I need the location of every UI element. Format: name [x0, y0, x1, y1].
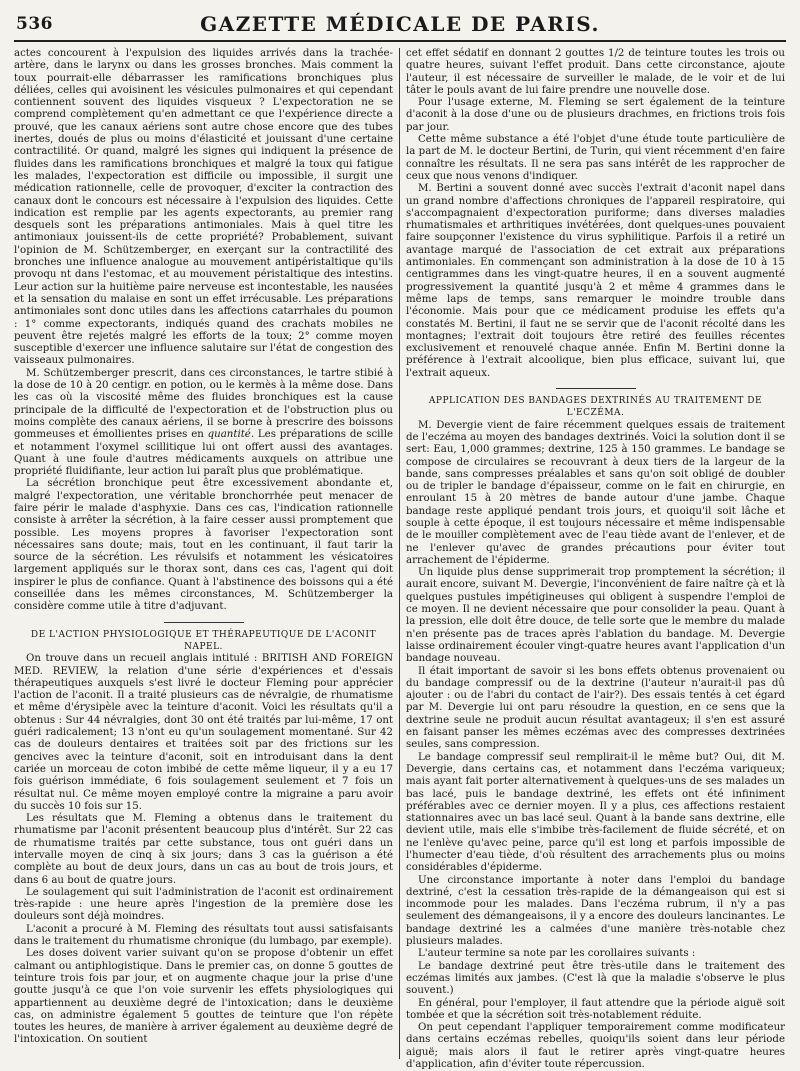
paragraph: Il était important de savoir si les bons effets obtenus provenaient ou du bandage compressif ou de la dextrine (l'auteur n'aurait-il pas dû ajouter : ou de l'abri du contact de l'air?). Des essais tentés à cet égard par M. Devergie lui ont paru résoudre la question, en ce sens que la dextrine seule ne produit aucun résultat avantageux; il s'en est assuré en faisant panser les mêmes eczémas avec des compresses dextrinées seules, sans compression.: [406, 665, 785, 751]
paragraph: Le bandage dextriné peut être très-utile dans le traitement des eczémas limités aux jambes. (C'est là que la maladie s'observe le plus souvent.): [406, 960, 785, 997]
paragraph: M. Devergie vient de faire récemment quelques essais de traitement de l'eczéma au moyen des bandages dextrinés. Voici la solution dont il se sert: Eau, 1,000 grammes; dextrine, 125 à 150 grammes. Le bandage se compose de circulaires se recouvrant à deux tiers de la largeur de la bande, sans compresses préalables et sans qu'on soit obligé de doubler ou de tripler le bandage d'épaisseur, comme on le fait en chirurgie, en enroulant 15 à 20 mètres de bande autour d'une jambe. Chaque bandage reste appliqué pendant trois jours, et quoiqu'il soit lâche et souple à cette époque, il est toujours nécessaire et même indispensable de le mouiller complètement avec de l'eau tiède avant de l'enlever, et de ne l'enlever qu'avec de grandes précautions pour éviter tout arrachement de l'épiderme.: [406, 419, 785, 566]
paragraph: M. Schützemberger prescrit, dans ces circonstances, le tartre stibié à la dose de 10 à 20 centigr. en potion, ou le kermès à la même dose. Dans les cas où la viscosité même des fluides bronchiques est la cause principale de la difficulté de l'expectoration et de l'obstruction plus ou moins complète des canaux aériens, il se borne à prescrire des boissons gommeuses et émollientes prises en quantité. Les préparations de scille et notamment l'oxymel scillitique lui ont offert aussi des avantages. Quant à une foule d'autres médicaments auxquels on attribue une propriété fluidifiante, leur action lui paraît plus que problématique.: [14, 367, 393, 478]
paragraph: Le bandage compressif seul remplirait-il le même but? Oui, dit M. Devergie, dans certains cas, et notamment dans l'eczéma variqueux; mais ayant fait porter alternativement à quelques-uns de ses malades un bas lacé, puis le bandage dextriné, les effets ont été infiniment préférables avec ce dernier moyen. Il y a plus, ces affections restaient stationnaires avec un bas lacé seul. Quant à la bande sans dextrine, elle devient utile, mais elle s'imbibe très-facilement de fluide sécrété, et on ne l'enlève qu'avec peine, parce qu'il est long et parfois impossible de l'humecter d'eau tiède, d'où résultent des arrachements plus ou moins considérables d'épiderme.: [406, 751, 785, 874]
journal-title: GAZETTE MÉDICALE DE PARIS.: [200, 12, 600, 36]
paragraph: Cette même substance a été l'objet d'une étude toute particulière de la part de M. le docteur Bertini, de Turin, qui vient récemment d'en faire connaître les résultats. Il ne sera pas sans intérêt de les rapprocher de ceux que nous venons d'indiquer.: [406, 134, 785, 182]
emphasis: quantité: [207, 429, 251, 441]
paragraph: Les doses doivent varier suivant qu'on se propose d'obtenir un effet calmant ou antiphlogistique. Dans le premier cas, on donne 5 gouttes de teinture trois fois par jour, et on augmente chaque jour la prise d'une goutte jusqu'à ce que l'on voie survenir les effets physiologiques qui appartiennent au deuxième degré de l'intoxication; dans le deuxième cas, on administre également 5 gouttes de teinture que l'on répète toutes les heures, de manière à arriver également au deuxième degré de l'intoxication. On soutient: [14, 948, 393, 1046]
paragraph: M. Bertini a souvent donné avec succès l'extrait d'aconit napel dans un grand nombre d'affections chroniques de l'appareil respiratoire, qui s'accompagnaient d'expectoration puriforme; dans diverses maladies rhumatismales et arthritiques invétérées, dont quelques-unes pouvaient faire soupçonner l'existence du virus syphilitique. Parfois il a retiré un avantage marqué de l'association de cet extrait aux préparations antimoniales. En commençant son administration à la dose de 10 à 15 centigrammes dans les vingt-quatre heures, il en a souvent augmenté progressivement la quantité jusqu'à 2 et même 4 grammes dans le même laps de temps, sans remarquer le moindre trouble dans l'économie. Mais pour que ce médicament produise les effets qu'a constatés M. Bertini, il faut ne se servir que de l'aconit récolté dans les montagnes; l'extrait doit toujours être retiré des feuilles récentes exclusivement et renouvelé chaque année. Enfin M. Bertini donne la préférence à l'extrait alcoolique, bien plus efficace, suivant lui, que l'extrait aqueux.: [406, 183, 785, 379]
left-column: [14, 48, 399, 1059]
page-header: [14, 8, 786, 42]
paragraph: cet effet sédatif en donnant 2 gouttes 1/2 de teinture toutes les trois ou quatre heures, suivant l'effet produit. Dans cette circonstance, ajoute l'auteur, il est nécessaire de surveiller le malade, de le voir et de lui tâter le pouls avant de lui faire prendre une nouvelle dose.: [406, 48, 785, 96]
paragraph: On peut cependant l'appliquer temporairement comme modificateur dans certains eczémas rebelles, quoiqu'ils soient dans leur période aiguë; mais alors il faut le retirer après vingt-quatre heures d'application, afin d'éviter toute répercussion.: [406, 1022, 785, 1071]
article-columns: [14, 48, 786, 1071]
paragraph: L'aconit a procuré à M. Fleming des résultats tout aussi satisfaisants dans le traitement du rhumatisme chronique (du lumbago, par exemple).: [14, 923, 393, 948]
paragraph: actes concourent à l'expulsion des liquides arrivés dans la trachée-artère, dans le larynx ou dans les grosses bronches. Mais comment la toux pourrait-elle débarrasser les ramifications bronchiques plus déliées, celles qui avoisinent les vésicules pulmonaires et qui cependant contiennent souvent des liquides visqueux ? L'expectoration ne se comprend complètement qu'en admettant ce que l'expérience directe a prouvé, que les canaux aériens sont autre chose encore que des tubes inertes, doués de plus ou moins d'élasticité et jouissant d'une certaine contractilité. Or quand, malgré les signes qui indiquent la présence de fluides dans les ramifications bronchiques et malgré la toux qui fatigue les malades, l'expectoration est difficile ou impossible, il surgit une médication rationnelle, celle de provoquer, d'exciter la contraction des canaux dont le concours est nécessaire à l'expulsion des liquides. Cette indication est remplie par les agents expectorants, au premier rang desquels sont les préparations antimoniales. Mais à quel titre les antimoniaux jouissent-ils de cette propriété? Probablement, suivant l'opinion de M. Schützemberger, en exerçant sur la contractilité des bronches une influence analogue au mouvement antipéristaltique qu'ils provoqu nt dans l'estomac, et au mouvement péristaltique des intestins. Leur action sur la huitième paire nerveuse est incontestable, les nausées et la sensation du malaise en sont un effet irrécusable. Les préparations antimoniales sont donc utiles dans les affections catarrhales du poumon : 1° comme expectorants, indiqués quand des crachats mobiles ne peuvent être rejetés malgré les efforts de la toux; 2° comme moyen susceptible d'exercer une influence salutaire sur l'état de congestion des vaisseaux pulmonaires.: [14, 48, 393, 367]
paragraph: Les résultats que M. Fleming a obtenus dans le traitement du rhumatisme par l'aconit présentent beaucoup plus d'intérêt. Sur 22 cas de rhumatisme traités par cette substance, tous ont guéri dans un intervalle moyen de cinq à six jours; dans 3 cas la guérison a été complète au bout de deux jours, dans un cas au bout de trois jours, et dans 6 au bout de quatre jours.: [14, 813, 393, 886]
paragraph: L'auteur termine sa note par les corollaires suivants :: [418, 948, 696, 960]
paragraph: En général, pour l'employer, il faut attendre que la période aiguë soit tombée et que la sécrétion soit très-notablement réduite.: [406, 997, 785, 1021]
section-divider: [164, 622, 244, 623]
section-title: DE L'ACTION PHYSIOLOGIQUE ET THÉRAPEUTIQUE DE L'ACONIT NAPEL.: [30, 629, 377, 652]
paragraph: Le soulagement qui suit l'administration de l'aconit est ordinairement très-rapide : une heure après l'ingestion de la première dose les douleurs sont déjà moindres.: [14, 886, 393, 923]
paragraph: Un liquide plus dense supprimerait trop promptement la sécrétion; il aurait encore, suivant M. Devergie, l'inconvénient de faire naître çà et là quelques pustules impétigineuses qui obligent à suspendre l'emploi de ce moyen. Il ne devient nécessaire que pour consolider la peau. Quant à la pression, elle doit être douce, de telle sorte que le membre du malade n'en présente pas de traces après l'ablation du bandage. M. Devergie laisse ordinairement écouler vingt-quatre heures avant l'application d'un bandage nouveau.: [406, 567, 785, 665]
paragraph: La sécrétion bronchique peut être excessivement abondante et, malgré l'expectoration, une véritable bronchorrhée peut menacer de faire périr le malade d'asphyxie. Dans ces cas, l'indication rationnelle consiste à arrêter la sécrétion, à la faire cesser aussi promptement que possible. Les moyens propres à favoriser l'expectoration sont nécessaires sans doute; mais, tout en les continuant, il faut tarir la source de la sécrétion. Les révulsifs et notamment les vésicatoires largement appliqués sur le thorax sont, dans ces cas, l'agent qui doit inspirer le plus de confiance. Quant à l'abstinence des boissons qui a été conseillée dans les mêmes circonstances, M. Schützemberger la considère comme utile à titre d'adjuvant.: [14, 478, 393, 613]
page-number: 536: [16, 14, 53, 34]
paragraph: Une circonstance importante à noter dans l'emploi du bandage dextriné, c'est la cessation très-rapide de la démangeaison qui est si incommode pour les malades. Dans l'eczéma rubrum, il n'y a pas seulement des démangeaisons, il y a encore des douleurs lancinantes. Le bandage dextriné les a calmées d'une manière très-notable chez plusieurs malades.: [406, 874, 785, 948]
section-title: APPLICATION DES BANDAGES DEXTRINÉS AU TRAITEMENT DE L'ECZÉMA.: [428, 396, 763, 419]
right-column: [399, 48, 785, 1071]
section-divider: [556, 388, 636, 389]
paragraph: On trouve dans un recueil anglais intitulé : BRITISH AND FOREIGN MED. REVIEW, la relation d'une série d'expériences et d'essais thérapeutiques auxquels s'est livré le docteur Fleming pour apprécier l'action de l'aconit. Il a traité plusieurs cas de névralgie, de rhumatisme et même d'érysipèle avec la teinture d'aconit. Voici les résultats qu'il a obtenus : Sur 44 névralgies, dont 30 ont été traités par lui-même, 17 ont guéri radicalement; 13 n'ont eu qu'un soulagement momentané. Sur 42 cas de douleurs dentaires et traitées soit par des frictions sur les gencives avec la teinture d'aconit, soit en introduisant dans la dent cariée un morceau de coton imbibé de cette même liqueur, il y a eu 17 fois guérison immédiate, 6 fois soulagement seulement et 7 fois un résultat nul. Ce même moyen employé contre la migraine a paru avoir du succès 10 fois sur 15.: [14, 653, 393, 812]
paragraph: Pour l'usage externe, M. Fleming se sert également de la teinture d'aconit à la dose d'une ou de plusieurs drachmes, en frictions trois fois par jour.: [406, 97, 785, 133]
